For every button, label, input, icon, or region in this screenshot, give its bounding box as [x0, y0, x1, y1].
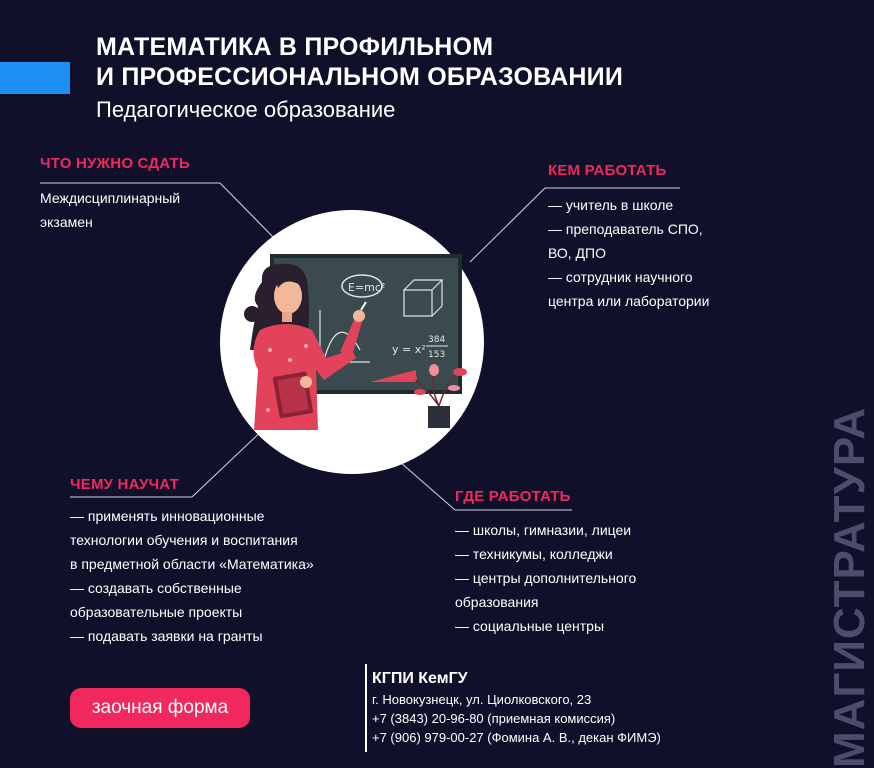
career-list: [548, 193, 709, 313]
title-line-2: И ПРОФЕССИОНАЛЬНОМ ОБРАЗОВАНИИ: [96, 63, 623, 91]
teacher-illustration: [220, 210, 484, 474]
list-item: — центры дополнительного: [455, 570, 637, 586]
page-subtitle: Педагогическое образование: [96, 97, 396, 122]
work-title: ГДЕ РАБОТАТЬ: [455, 488, 571, 505]
list-item: Междисциплинарный: [40, 190, 181, 206]
work-section: [455, 488, 571, 505]
address: г. Новокузнецк, ул. Циолковского, 23: [372, 692, 592, 707]
list-item: — техникумы, колледжи: [455, 546, 613, 562]
board-formula-4: 153: [428, 350, 446, 360]
board-formula-1: E=mc²: [348, 281, 386, 294]
list-item: — применять инновационные: [70, 508, 265, 524]
phone-admissions[interactable]: +7 (3843) 20-96-80 (приемная комиссия): [372, 711, 616, 726]
career-title: КЕМ РАБОТАТЬ: [548, 162, 667, 179]
teacher-at-blackboard-image: [220, 210, 484, 474]
list-item: — подавать заявки на гранты: [70, 628, 263, 644]
list-item: — социальные центры: [455, 618, 605, 634]
org-name: КГПИ КемГУ: [372, 670, 468, 687]
board-formula-2: y = x²: [392, 343, 426, 356]
exam-section: [40, 155, 190, 172]
list-item: экзамен: [40, 214, 93, 230]
contacts-block: [372, 668, 661, 747]
contact-divider: [365, 664, 367, 752]
list-item: центра или лаборатории: [548, 293, 710, 309]
plant-pot: [428, 406, 450, 428]
list-item: в предметной области «Математика»: [70, 556, 314, 572]
list-item: образования: [455, 594, 539, 610]
list-item: технологии обучения и воспитания: [70, 532, 298, 548]
learn-list: [70, 504, 314, 648]
list-item: — школы, гимназии, лицеи: [455, 522, 632, 538]
side-label: МАГИСТРАТУРА: [825, 406, 874, 768]
list-item: — учитель в школе: [548, 197, 674, 213]
work-list: [455, 518, 636, 638]
study-form-button[interactable]: заочная форма: [70, 688, 250, 728]
list-item: — сотрудник научного: [548, 269, 693, 285]
list-item: — преподаватель СПО,: [548, 221, 703, 237]
learn-section: [70, 476, 179, 493]
list-item: ВО, ДПО: [548, 245, 606, 261]
career-section: [548, 162, 666, 179]
exam-title: ЧТО НУЖНО СДАТЬ: [40, 155, 190, 172]
exam-list: [40, 186, 180, 234]
board-formula-3: 384: [428, 335, 446, 345]
learn-title: ЧЕМУ НАУЧАТ: [70, 476, 179, 493]
phone-dean[interactable]: +7 (906) 979-00-27 (Фомина А. В., декан ФИМЭ): [372, 730, 661, 745]
list-item: образовательные проекты: [70, 604, 243, 620]
title-line-1: МАТЕМАТИКА В ПРОФИЛЬНОМ: [96, 33, 494, 61]
list-item: — создавать собственные: [70, 580, 242, 596]
